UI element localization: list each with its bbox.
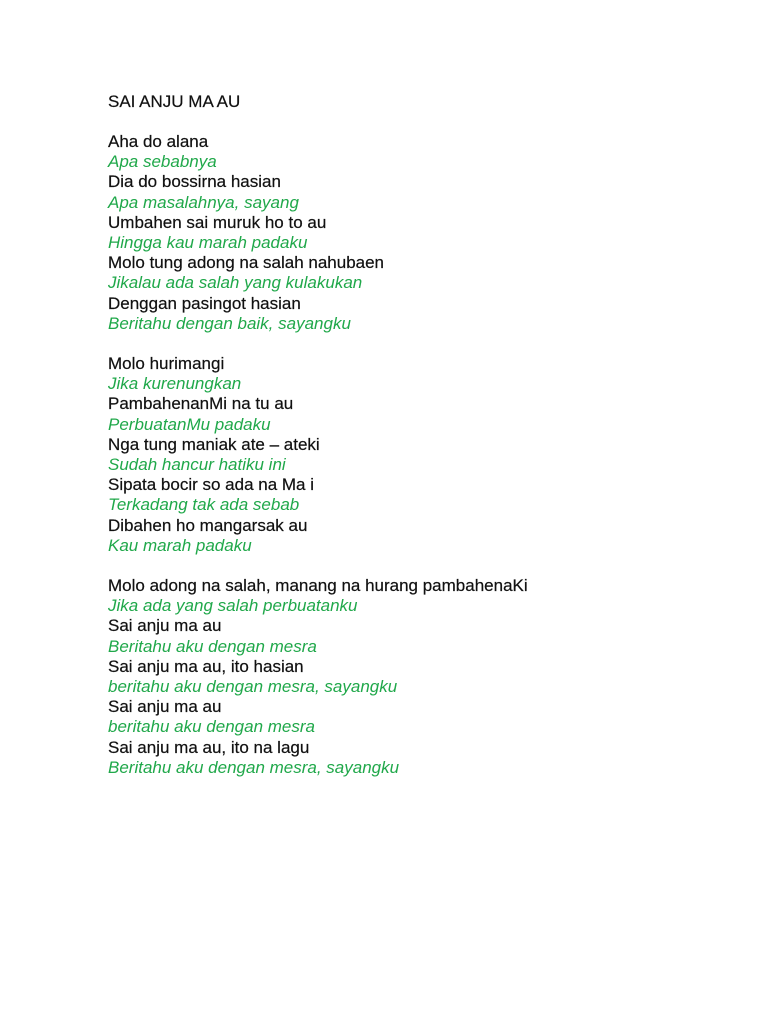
- translation-line: Jika kurenungkan: [108, 374, 242, 394]
- lyric-line: Dibahen ho mangarsak au: [108, 515, 308, 535]
- translation-line: Beritahu aku dengan mesra: [108, 636, 317, 656]
- lyric-line: Sai anju ma au, ito na lagu: [108, 737, 310, 757]
- lyric-line: PambahenanMi na tu au: [108, 394, 294, 414]
- lyric-line: Molo adong na salah, manang na hurang pambahenaKi: [108, 576, 528, 596]
- translation-line: Kau marah padaku: [108, 535, 252, 555]
- lyric-line: Umbahen sai muruk ho to au: [108, 212, 327, 232]
- lyric-line: Dia do bossirna hasian: [108, 172, 281, 192]
- stanza-3: [108, 576, 728, 778]
- translation-line: Hingga kau marah padaku: [108, 233, 308, 253]
- lyric-line: Aha do alana: [108, 132, 209, 151]
- stanza-2: [108, 354, 728, 556]
- lyric-line: Sai anju ma au: [108, 697, 222, 717]
- translation-line: Beritahu aku dengan mesra, sayangku: [108, 757, 400, 777]
- translation-line: Apa sebabnya: [108, 152, 217, 172]
- translation-line: Jikalau ada salah yang kulakukan: [108, 273, 363, 293]
- translation-line: Apa masalahnya, sayang: [108, 192, 299, 212]
- lyric-line: Molo hurimangi: [108, 354, 225, 374]
- lyric-line: Sipata bocir so ada na Ma i: [108, 475, 315, 495]
- translation-line: PerbuatanMu padaku: [108, 414, 271, 434]
- lyric-line: Nga tung maniak ate – ateki: [108, 434, 320, 454]
- translation-line: Jika ada yang salah perbuatanku: [108, 596, 358, 616]
- translation-line: Terkadang tak ada sebab: [108, 495, 300, 515]
- song-title: SAI ANJU MA AU: [108, 92, 241, 111]
- lyric-line: Sai anju ma au, ito hasian: [108, 656, 304, 676]
- stanza-1: [108, 132, 728, 334]
- lyric-line: Sai anju ma au: [108, 616, 222, 636]
- translation-line: beritahu aku dengan mesra: [108, 717, 315, 737]
- translation-line: beritahu aku dengan mesra, sayangku: [108, 677, 398, 697]
- translation-line: Beritahu dengan baik, sayangku: [108, 313, 351, 333]
- lyric-line: Denggan pasingot hasian: [108, 293, 301, 313]
- translation-line: Sudah hancur hatiku ini: [108, 455, 286, 475]
- document-page: [108, 92, 728, 798]
- lyric-line: Molo tung adong na salah nahubaen: [108, 253, 385, 273]
